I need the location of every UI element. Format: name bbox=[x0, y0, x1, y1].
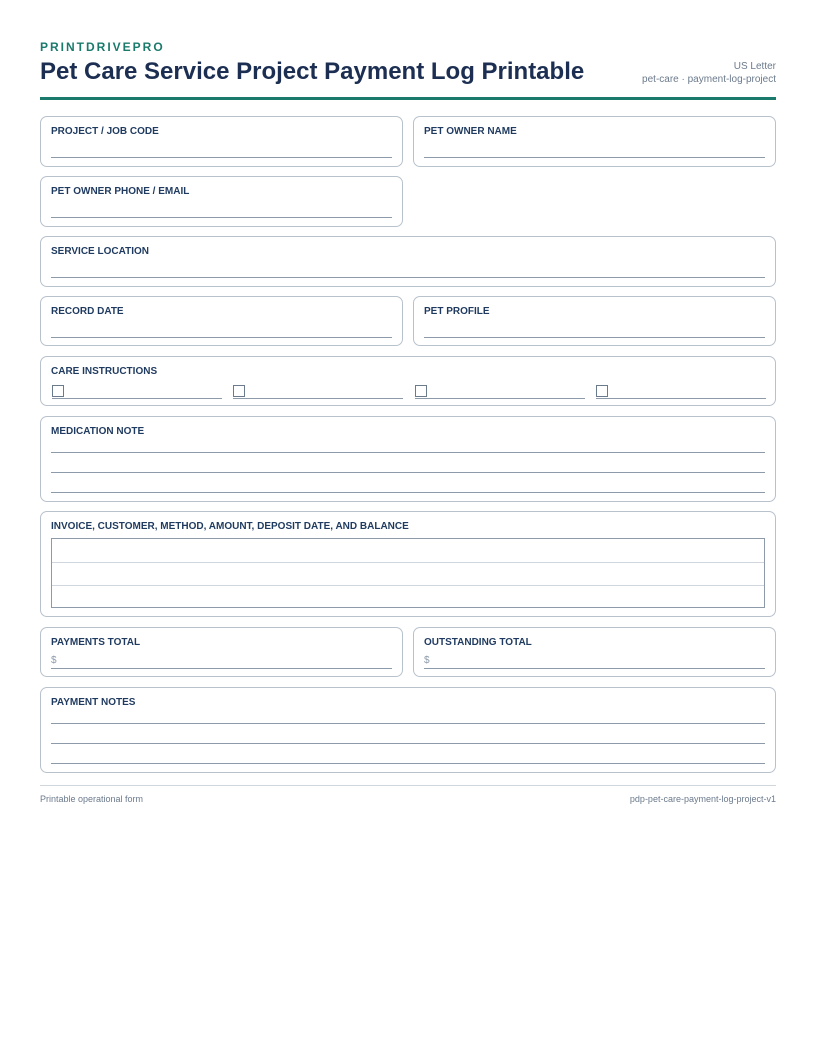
medication-note-label: MEDICATION NOTE bbox=[51, 426, 145, 437]
service-location-line[interactable] bbox=[51, 277, 765, 278]
project-code-field[interactable] bbox=[40, 116, 403, 167]
payment-notes-label: PAYMENT NOTES bbox=[51, 697, 136, 708]
medication-line-2[interactable] bbox=[51, 472, 765, 473]
pet-profile-field[interactable] bbox=[413, 296, 776, 346]
table-row-divider bbox=[52, 562, 764, 563]
project-code-line[interactable] bbox=[51, 157, 392, 158]
outstanding-total-label: OUTSTANDING TOTAL bbox=[424, 637, 532, 648]
paper-size: US Letter bbox=[733, 61, 776, 72]
footer-right: pdp-pet-care-payment-log-project-v1 bbox=[629, 794, 776, 804]
owner-name-line[interactable] bbox=[424, 157, 765, 158]
owner-contact-label: PET OWNER PHONE / EMAIL bbox=[51, 186, 190, 197]
outstanding-total-line[interactable] bbox=[424, 668, 765, 669]
payments-total-line[interactable] bbox=[51, 668, 392, 669]
owner-contact-field[interactable] bbox=[40, 176, 403, 227]
table-row-divider bbox=[52, 585, 764, 586]
care-instructions-label: CARE INSTRUCTIONS bbox=[51, 366, 158, 377]
checkbox-3[interactable] bbox=[415, 385, 427, 397]
checkbox-4[interactable] bbox=[596, 385, 608, 397]
payments-total-label: PAYMENTS TOTAL bbox=[51, 637, 141, 648]
payments-total-field[interactable] bbox=[40, 627, 403, 677]
owner-name-field[interactable] bbox=[413, 116, 776, 167]
medication-line-1[interactable] bbox=[51, 452, 765, 453]
currency-symbol: $ bbox=[424, 655, 430, 666]
medication-note-field[interactable] bbox=[40, 416, 776, 502]
payments-table-section bbox=[40, 511, 776, 617]
record-date-field[interactable] bbox=[40, 296, 403, 346]
owner-contact-line[interactable] bbox=[51, 217, 392, 218]
payment-notes-line-2[interactable] bbox=[51, 743, 765, 744]
page-title: Pet Care Service Project Payment Log Printable bbox=[40, 58, 585, 85]
care-option-1[interactable] bbox=[52, 384, 222, 399]
care-instructions-field bbox=[40, 356, 776, 406]
checkbox-2[interactable] bbox=[233, 385, 245, 397]
currency-symbol: $ bbox=[51, 655, 57, 666]
checkbox-1[interactable] bbox=[52, 385, 64, 397]
brand-name: PRINTDRIVEPRO bbox=[40, 40, 165, 54]
owner-name-label: PET OWNER NAME bbox=[424, 126, 517, 137]
footer-rule bbox=[40, 785, 776, 786]
medication-line-3[interactable] bbox=[51, 492, 765, 493]
pet-profile-label: PET PROFILE bbox=[424, 306, 490, 317]
pet-profile-line[interactable] bbox=[424, 337, 765, 338]
footer-left: Printable operational form bbox=[40, 794, 144, 804]
document-meta bbox=[642, 60, 776, 86]
payments-table[interactable] bbox=[51, 538, 765, 608]
care-option-3[interactable] bbox=[415, 384, 585, 399]
document-tags: pet-care · payment-log-project bbox=[642, 74, 776, 85]
record-date-line[interactable] bbox=[51, 337, 392, 338]
outstanding-total-field[interactable] bbox=[413, 627, 776, 677]
project-code-label: PROJECT / JOB CODE bbox=[51, 126, 159, 137]
care-option-4[interactable] bbox=[596, 384, 766, 399]
payment-notes-line-3[interactable] bbox=[51, 763, 765, 764]
payment-notes-line-1[interactable] bbox=[51, 723, 765, 724]
service-location-field[interactable] bbox=[40, 236, 776, 287]
payment-notes-field[interactable] bbox=[40, 687, 776, 773]
payments-table-label: INVOICE, CUSTOMER, METHOD, AMOUNT, DEPOSIT DATE, AND BALANCE bbox=[51, 521, 409, 532]
care-option-2[interactable] bbox=[233, 384, 403, 399]
header-rule bbox=[40, 97, 776, 100]
service-location-label: SERVICE LOCATION bbox=[51, 246, 149, 257]
record-date-label: RECORD DATE bbox=[51, 306, 124, 317]
